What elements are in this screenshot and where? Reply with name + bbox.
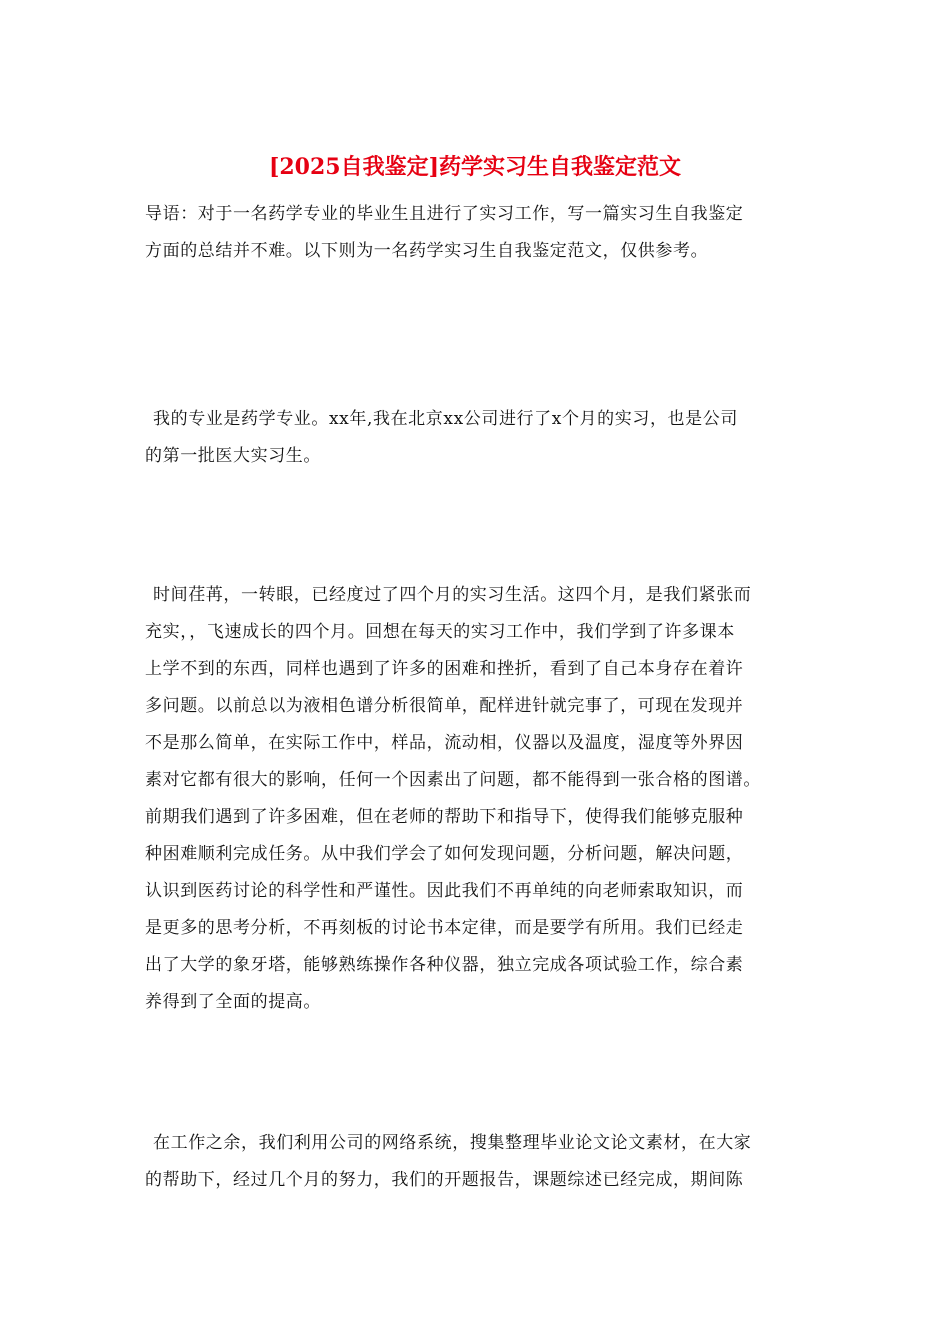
paragraph-line: 是更多的思考分析，不再刻板的讨论书本定律，而是要学有所用。我们已经走 xyxy=(145,918,744,938)
paragraph-line: 不是那么简单，在实际工作中，样品，流动相，仪器以及温度，湿度等外界因 xyxy=(145,733,744,753)
paragraph-line: 的帮助下，经过几个月的努力，我们的开题报告，课题综述已经完成，期间陈 xyxy=(145,1170,744,1190)
paragraph-line: 充实，，飞速成长的四个月。回想在每天的实习工作中，我们学到了许多课本 xyxy=(145,622,735,642)
paragraph-line: 上学不到的东西，同样也遇到了许多的困难和挫折，看到了自己本身存在着许 xyxy=(145,659,744,679)
paragraph-line: 出了大学的象牙塔，能够熟练操作各种仪器，独立完成各项试验工作，综合素 xyxy=(145,955,744,975)
paragraph-line: 养得到了全面的提高。 xyxy=(145,992,321,1012)
paragraph-line: 时间荏苒，一转眼，已经度过了四个月的实习生活。这四个月，是我们紧张而 xyxy=(153,585,752,605)
paragraph-line: 在工作之余，我们利用公司的网络系统，搜集整理毕业论文论文素材，在大家 xyxy=(153,1133,752,1153)
intro-line: 方面的总结并不难。以下则为一名药学实习生自我鉴定范文，仅供参考。 xyxy=(145,241,709,261)
paragraph-line: 认识到医药讨论的科学性和严谨性。因此我们不再单纯的向老师索取知识，而 xyxy=(145,881,744,901)
paragraph-line: 素对它都有很大的影响，任何一个因素出了问题，都不能得到一张合格的图谱。 xyxy=(145,770,761,790)
paragraph-line: 多问题。以前总以为液相色谱分析很简单，配样进针就完事了，可现在发现并 xyxy=(145,696,744,716)
intro-paragraph xyxy=(145,196,809,270)
paragraph-line: 的第一批医大实习生。 xyxy=(145,446,321,466)
paragraph-line: 前期我们遇到了许多困难，但在老师的帮助下和指导下，使得我们能够克服种 xyxy=(145,807,744,827)
paragraph-internship-experience xyxy=(145,577,809,1021)
intro-line: 导语：对于一名药学专业的毕业生且进行了实习工作，写一篇实习生自我鉴定 xyxy=(145,204,744,224)
paragraph-line: 我的专业是药学专业。xx年,我在北京xx公司进行了x个月的实习，也是公司 xyxy=(153,409,738,429)
paragraph-internship-intro xyxy=(145,401,809,475)
paragraph-line: 种困难顺利完成任务。从中我们学会了如何发现问题，分析问题，解决问题， xyxy=(145,844,744,864)
document-title: [2025自我鉴定]药学实习生自我鉴定范文 xyxy=(268,154,682,180)
paragraph-thesis-work xyxy=(145,1125,809,1199)
